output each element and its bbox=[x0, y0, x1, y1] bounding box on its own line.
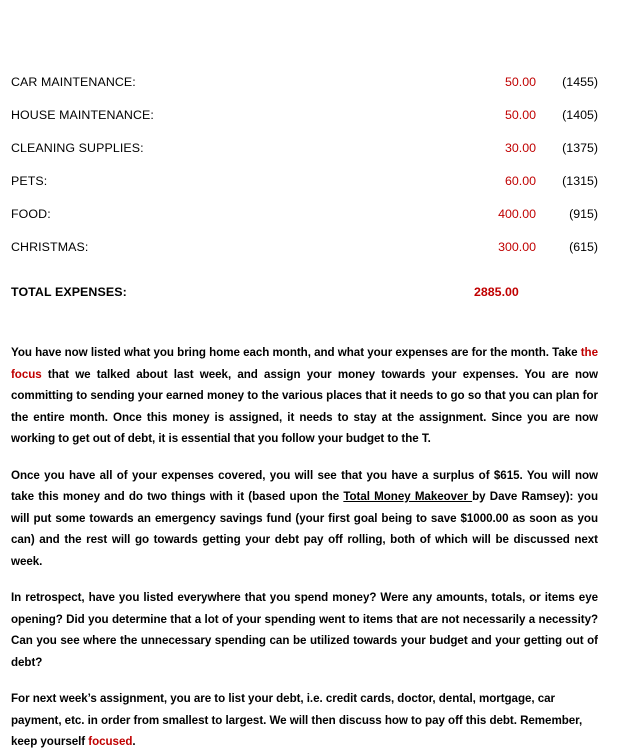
expense-label: CHRISTMAS: bbox=[11, 240, 89, 254]
expense-amount: 60.00 bbox=[504, 174, 536, 188]
expense-row bbox=[11, 66, 598, 99]
highlighted-phrase-the-focus: the focus bbox=[11, 346, 598, 381]
expense-label: HOUSE MAINTENANCE: bbox=[11, 108, 154, 122]
body-copy bbox=[11, 342, 598, 753]
expense-row bbox=[11, 132, 598, 165]
expense-label: FOOD: bbox=[11, 207, 51, 221]
expense-label: PETS: bbox=[11, 174, 48, 188]
expense-row bbox=[11, 165, 598, 198]
expense-running-balance: (1405) bbox=[562, 108, 598, 122]
paragraph-text-segment: that we talked about last week, and assign your money towards your expenses. You are now committing to sending your earned money to the various places that it needs to go so that you can plan for the entire month. Once this money is assigned, it needs to stay at the assignment. Since you are now working to get out of debt, it is essential that you follow your budget to the T. bbox=[11, 367, 598, 445]
expense-amount: 300.00 bbox=[498, 240, 536, 254]
paragraph-text-segment: . bbox=[132, 735, 136, 748]
expense-running-balance: (615) bbox=[569, 240, 598, 254]
total-expenses-row bbox=[11, 284, 598, 300]
expense-row bbox=[11, 198, 598, 231]
expense-running-balance: (915) bbox=[569, 207, 598, 221]
expense-amount: 50.00 bbox=[504, 108, 536, 122]
paragraph-text-segment: You have now listed what you bring home each month, and what your expenses are for the month. Take bbox=[11, 346, 581, 359]
expense-amount: 50.00 bbox=[504, 75, 536, 89]
expense-amount: 30.00 bbox=[504, 141, 536, 155]
expense-label: CLEANING SUPPLIES: bbox=[11, 141, 144, 155]
paragraph-text-segment: For next week’s assignment, you are to list your debt, i.e. credit cards, doctor, dental, mortgage, car payment, etc. in order from smallest to largest. We will then discuss how to pay off this debt. Remember, keep yourself bbox=[11, 692, 583, 748]
expense-row bbox=[11, 99, 598, 132]
paragraph-text-segment: In retrospect, have you listed everywhere that you spend money? Were any amounts, totals, or items eye opening? Did you determine that a lot of your spending went to items that are not necessarily a necessity? Can you see where the unnecessary spending can be utilized towards your budget and your getting out of debt? bbox=[11, 591, 598, 669]
paragraph-next-week-assignment bbox=[11, 688, 598, 753]
book-title-total-money-makeover: Total Money Makeover bbox=[343, 490, 473, 503]
highlighted-word-focused: focused bbox=[88, 735, 133, 748]
expense-list bbox=[11, 0, 598, 300]
paragraph-retrospect-questions bbox=[11, 587, 598, 673]
paragraph-assignment-intro bbox=[11, 342, 598, 450]
paragraph-surplus-guidance bbox=[11, 465, 598, 573]
expense-row bbox=[11, 231, 598, 264]
paragraph-text-segment: by Dave Ramsey): you will put some towards an emergency savings fund (your first goal being to save $1000.00 as soon as you can) and the rest will go towards getting your debt pay off rolling, both of which will be discussed next week. bbox=[11, 490, 598, 568]
total-expenses-amount: 2885.00 bbox=[474, 285, 519, 299]
total-expenses-label: TOTAL EXPENSES: bbox=[11, 285, 127, 299]
expense-amount: 400.00 bbox=[498, 207, 536, 221]
expense-label: CAR MAINTENANCE: bbox=[11, 75, 136, 89]
paragraph-text-segment: Once you have all of your expenses covered, you will see that you have a surplus of $615. You will now take this money and do two things with it (based upon the bbox=[11, 468, 598, 503]
expense-running-balance: (1375) bbox=[562, 141, 598, 155]
expense-running-balance: (1315) bbox=[562, 174, 598, 188]
expense-running-balance: (1455) bbox=[562, 75, 598, 89]
